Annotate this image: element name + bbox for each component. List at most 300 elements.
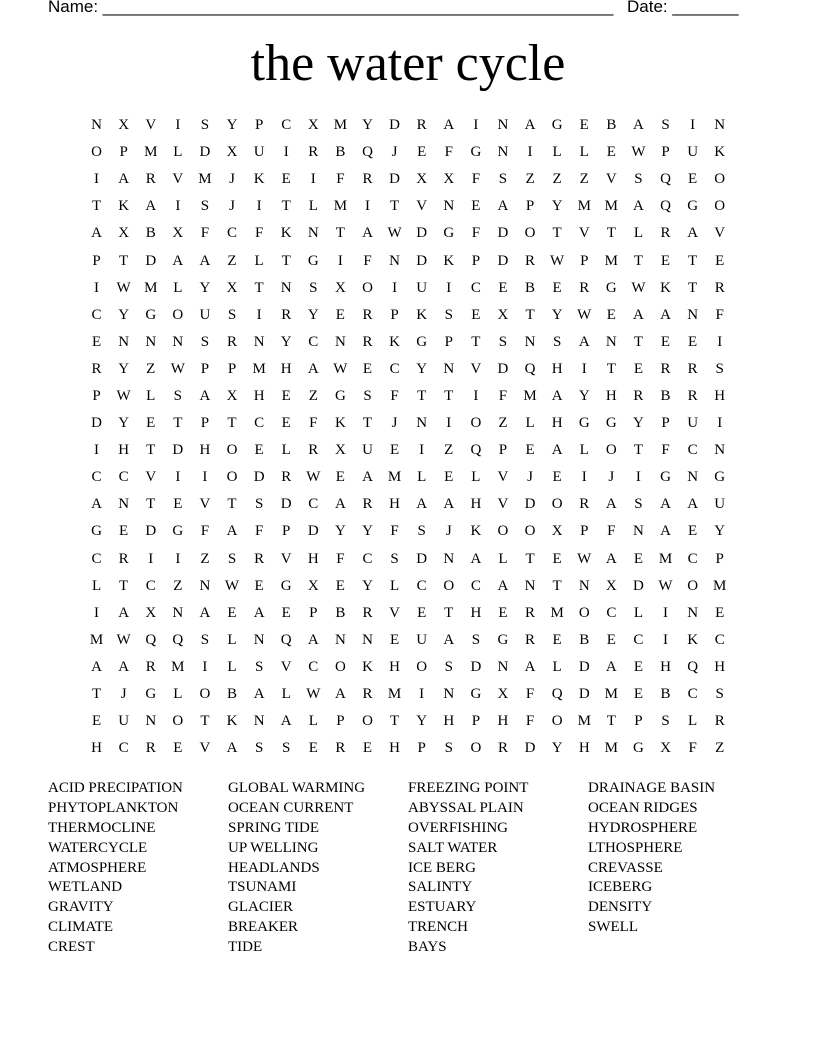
grid-letter: M (577, 713, 591, 730)
grid-letter: S (200, 333, 210, 350)
grid-letter: S (715, 686, 724, 703)
grid-letter: O (91, 144, 102, 161)
grid-letter: E (335, 469, 345, 486)
name-field[interactable]: Name: ______________________________________________________ (48, 0, 614, 16)
grid-letter: J (229, 198, 235, 215)
grid-letter: O (578, 604, 590, 621)
grid-letter: P (661, 144, 670, 161)
grid-letter: X (660, 740, 671, 757)
grid-letter: I (473, 387, 479, 404)
grid-letter: N (687, 604, 699, 621)
grid-letter: T (281, 198, 291, 215)
grid-letter: P (661, 415, 670, 432)
grid-letter: A (334, 496, 346, 513)
grid-letter: G (172, 523, 184, 540)
grid-letter: U (714, 496, 726, 513)
grid-letter: F (200, 225, 210, 242)
grid-letter: Z (200, 550, 210, 567)
grid-letter: K (443, 252, 455, 269)
grid-letter: T (227, 496, 237, 513)
grid-letter: S (282, 740, 291, 757)
grid-letter: P (471, 252, 481, 269)
grid-letter: Q (470, 442, 482, 459)
grid-letter: Y (226, 117, 238, 134)
grid-letter: T (119, 577, 129, 594)
grid-letter: L (417, 469, 427, 486)
grid-letter: R (145, 740, 156, 757)
grid-letter: N (443, 686, 455, 703)
grid-letter: K (687, 631, 699, 648)
grid-letter: E (362, 360, 373, 377)
grid-letter: T (389, 713, 400, 730)
word-list-item: LTHOSPHERE (588, 839, 683, 856)
grid-letter: A (253, 604, 265, 621)
grid-letter: N (199, 577, 211, 594)
grid-letter: I (175, 198, 181, 215)
grid-letter: A (497, 577, 509, 594)
word-list-item: ESTUARY (408, 899, 477, 916)
grid-letter: A (551, 442, 563, 459)
grid-letter: P (200, 415, 210, 432)
grid-letter: H (307, 550, 319, 567)
grid-letter: R (281, 306, 292, 323)
grid-letter: T (200, 713, 210, 730)
grid-letter: U (253, 144, 265, 161)
grid-letter: C (389, 360, 400, 377)
grid-letter: A (199, 387, 211, 404)
grid-letter: I (175, 117, 181, 134)
grid-letter: D (389, 117, 400, 134)
grid-letter: V (199, 496, 211, 513)
grid-letter: X (497, 306, 509, 323)
grid-letter: Z (525, 171, 535, 188)
grid-letter: I (690, 117, 696, 134)
grid-letter: M (333, 117, 348, 134)
grid-letter: X (307, 577, 319, 594)
grid-letter: N (253, 333, 265, 350)
grid-letter: H (578, 740, 590, 757)
grid-letter: S (417, 523, 426, 540)
grid-letter: N (118, 333, 130, 350)
grid-letter: G (660, 469, 671, 486)
grid-letter: L (579, 144, 589, 161)
word-list-item: HYDROSPHERE (588, 819, 698, 836)
word-list-item (588, 938, 768, 958)
grid-letter: C (91, 469, 102, 486)
grid-letter: D (524, 740, 536, 757)
grid-letter: H (714, 658, 726, 675)
grid-letter: E (281, 387, 291, 404)
grid-letter: I (310, 171, 316, 188)
grid-letter: F (363, 252, 372, 269)
grid-letter: I (202, 658, 208, 675)
grid-letter: T (254, 279, 264, 296)
grid-letter: O (605, 442, 617, 459)
grid-letter: G (91, 523, 102, 540)
grid-letter: B (660, 686, 671, 703)
grid-letter: A (280, 713, 292, 730)
grid-letter: O (470, 415, 482, 432)
grid-letter: L (173, 686, 183, 703)
grid-letter: Y (714, 523, 726, 540)
grid-letter: A (362, 225, 373, 242)
grid-letter: P (471, 713, 481, 730)
grid-letter: Y (551, 198, 563, 215)
grid-letter: L (579, 442, 589, 459)
grid-letter: L (227, 631, 237, 648)
grid-letter: A (118, 171, 130, 188)
grid-letter: E (227, 604, 237, 621)
grid-letter: A (91, 225, 102, 242)
grid-letter: M (523, 387, 537, 404)
grid-letter: X (605, 577, 617, 594)
grid-letter: R (687, 360, 698, 377)
grid-letter: F (336, 550, 345, 567)
grid-letter: S (552, 333, 562, 350)
word-list-item: ABYSSAL PLAIN (408, 799, 524, 816)
grid-letter: L (552, 144, 562, 161)
grid-letter: Z (227, 252, 237, 269)
grid-letter: I (175, 469, 181, 486)
page-title: the water cycle (250, 35, 566, 92)
grid-letter: L (91, 577, 102, 594)
grid-letter: D (280, 496, 292, 513)
grid-letter: T (444, 387, 454, 404)
grid-letter: W (333, 360, 348, 377)
grid-letter: F (200, 523, 210, 540)
grid-letter: E (715, 604, 725, 621)
grid-letter: G (470, 686, 482, 703)
grid-letter: W (387, 225, 402, 242)
grid-letter: R (281, 469, 292, 486)
grid-letter: I (283, 144, 289, 161)
grid-letter: S (254, 658, 264, 675)
grid-letter: T (633, 252, 643, 269)
grid-letter: S (444, 658, 453, 675)
grid-letter: M (387, 686, 402, 703)
grid-letter: P (336, 713, 345, 730)
grid-letter: T (471, 333, 481, 350)
grid-letter: O (362, 713, 373, 730)
grid-letter: L (281, 442, 291, 459)
grid-letter: E (471, 306, 481, 323)
grid-letter: E (688, 523, 698, 540)
grid-letter: X (307, 117, 319, 134)
grid-letter: B (579, 631, 590, 648)
word-list-item: SALT WATER (408, 839, 498, 856)
grid-letter: G (307, 252, 319, 269)
grid-letter: E (335, 577, 345, 594)
grid-letter: V (145, 117, 157, 134)
grid-letter: Q (687, 658, 699, 675)
grid-letter: R (118, 550, 129, 567)
grid-letter: B (227, 686, 238, 703)
grid-letter: F (525, 713, 535, 730)
grid-letter: S (254, 740, 264, 757)
grid-letter: P (92, 387, 101, 404)
grid-letter: E (606, 144, 616, 161)
grid-letter: N (524, 333, 536, 350)
grid-letter: E (444, 469, 454, 486)
grid-letter: S (363, 387, 372, 404)
grid-letter: C (606, 604, 617, 621)
grid-letter: P (282, 523, 291, 540)
grid-letter: C (118, 740, 129, 757)
word-list-item: WETLAND (48, 879, 123, 896)
grid-letter: C (118, 469, 129, 486)
grid-letter: Z (715, 740, 725, 757)
grid-letter: H (253, 387, 265, 404)
grid-letter: E (389, 631, 400, 648)
grid-letter: W (631, 279, 646, 296)
grid-letter: Q (145, 631, 157, 648)
word-list-item: ICEBERG (588, 879, 653, 896)
grid-letter: C (254, 415, 265, 432)
grid-letter: Q (660, 171, 671, 188)
grid-letter: N (497, 144, 509, 161)
word-list-item: SWELL (588, 919, 638, 936)
grid-letter: G (470, 144, 482, 161)
grid-letter: N (443, 550, 455, 567)
grid-letter: F (390, 523, 399, 540)
grid-letter: S (390, 550, 399, 567)
grid-letter: O (497, 523, 509, 540)
grid-letter: O (524, 225, 536, 242)
word-list-item: ACID PRECIPATION (48, 780, 183, 796)
grid-letter: V (389, 604, 400, 621)
grid-letter: R (497, 740, 508, 757)
word-list-item: GLACIER (228, 899, 293, 916)
grid-letter: A (334, 686, 346, 703)
grid-letter: A (660, 306, 671, 323)
grid-letter: H (389, 658, 400, 675)
grid-letter: S (715, 360, 724, 377)
grid-letter: W (658, 577, 673, 594)
grid-letter: X (497, 686, 509, 703)
grid-letter: T (119, 252, 129, 269)
grid-letter: L (525, 415, 535, 432)
grid-letter: S (471, 631, 481, 648)
grid-letter: L (498, 550, 508, 567)
grid-letter: D (497, 225, 509, 242)
grid-letter: P (580, 252, 589, 269)
grid-letter: G (578, 415, 590, 432)
word-list-item: HEADLANDS (228, 859, 320, 876)
grid-letter: V (280, 658, 292, 675)
grid-letter: D (524, 496, 536, 513)
grid-letter: E (552, 279, 562, 296)
grid-letter: T (552, 577, 562, 594)
grid-letter: N (172, 604, 184, 621)
grid-letter: D (497, 252, 509, 269)
grid-letter: E (173, 496, 183, 513)
grid-letter: U (362, 442, 373, 459)
grid-letter: H (497, 713, 509, 730)
grid-letter: E (688, 171, 698, 188)
grid-letter: O (226, 442, 238, 459)
grid-letter: N (605, 333, 617, 350)
grid-letter: N (334, 333, 346, 350)
grid-letter: Z (444, 442, 454, 459)
grid-letter: V (416, 198, 428, 215)
grid-letter: I (717, 333, 723, 350)
grid-letter: D (172, 442, 184, 459)
grid-letter: D (389, 171, 400, 188)
grid-letter: Q (551, 686, 563, 703)
word-list-item: ICE BERG (408, 859, 476, 876)
grid-letter: J (391, 144, 398, 161)
grid-letter: N (145, 713, 157, 730)
grid-letter: Y (118, 306, 130, 323)
grid-letter: E (362, 740, 373, 757)
grid-letter: E (579, 117, 589, 134)
grid-letter: K (118, 198, 130, 215)
grid-letter: Y (578, 387, 590, 404)
grid-letter: E (606, 306, 616, 323)
grid-letter: A (605, 658, 617, 675)
grid-letter: R (227, 333, 238, 350)
grid-letter: I (581, 360, 587, 377)
grid-letter: R (714, 713, 725, 730)
grid-letter: O (714, 198, 726, 215)
grid-letter: O (470, 740, 482, 757)
grid-letter: N (687, 469, 699, 486)
grid-letter: C (308, 496, 319, 513)
grid-letter: A (633, 198, 644, 215)
grid-letter: I (94, 604, 100, 621)
word-list-item: CREST (48, 939, 95, 956)
word-list-item: DRAINAGE BASIN (588, 780, 716, 796)
grid-letter: M (252, 360, 266, 377)
grid-letter: R (660, 225, 671, 242)
grid-letter: A (524, 117, 536, 134)
grid-letter: C (470, 279, 481, 296)
grid-letter: M (144, 144, 158, 161)
grid-letter: R (335, 740, 346, 757)
grid-letter: S (173, 387, 182, 404)
grid-letter: W (306, 469, 321, 486)
grid-letter: K (714, 144, 726, 161)
grid-letter: S (661, 713, 670, 730)
grid-letter: A (660, 523, 671, 540)
grid-letter: G (633, 740, 644, 757)
grid-letter: T (335, 225, 345, 242)
grid-letter: K (389, 333, 400, 350)
grid-letter: G (145, 306, 157, 323)
grid-letter: Y (416, 713, 428, 730)
grid-letter: S (200, 631, 210, 648)
grid-letter: H (470, 496, 482, 513)
grid-letter: E (688, 333, 698, 350)
grid-letter: I (94, 279, 100, 296)
grid-letter: E (91, 713, 102, 730)
grid-letter: M (713, 577, 727, 594)
grid-letter: S (309, 279, 318, 296)
grid-letter: A (226, 740, 238, 757)
grid-letter: X (334, 279, 346, 296)
grid-letter: O (226, 469, 238, 486)
grid-letter: H (199, 442, 211, 459)
grid-letter: D (199, 144, 211, 161)
grid-letter: W (116, 387, 131, 404)
grid-letter: L (173, 144, 183, 161)
grid-letter: Y (199, 279, 211, 296)
grid-letter: I (94, 442, 100, 459)
grid-letter: F (254, 523, 264, 540)
grid-letter: X (334, 442, 346, 459)
grid-letter: V (497, 469, 509, 486)
grid-letter: I (175, 550, 181, 567)
grid-letter: A (253, 686, 265, 703)
word-list-item: ATMOSPHERE (48, 859, 147, 876)
grid-letter: C (416, 577, 427, 594)
grid-letter: I (635, 469, 641, 486)
grid-letter: R (525, 252, 536, 269)
date-field[interactable]: Date: _______ (627, 0, 739, 16)
grid-letter: N (687, 306, 699, 323)
grid-letter: J (229, 171, 235, 188)
grid-letter: Y (334, 523, 346, 540)
grid-letter: N (443, 198, 455, 215)
grid-letter: C (227, 225, 238, 242)
grid-letter: X (118, 117, 130, 134)
grid-letter: D (416, 550, 428, 567)
grid-letter: D (633, 577, 644, 594)
grid-letter: J (445, 523, 452, 540)
grid-letter: A (687, 225, 699, 242)
grid-letter: L (146, 387, 156, 404)
grid-letter: E (254, 442, 264, 459)
grid-letter: A (497, 198, 509, 215)
grid-letter: I (202, 469, 208, 486)
grid-letter: R (308, 442, 319, 459)
grid-letter: O (172, 306, 184, 323)
grid-letter: G (416, 333, 428, 350)
grid-letter: V (578, 225, 590, 242)
grid-letter: A (470, 550, 482, 567)
word-list-item: PHYTOPLANKTON (48, 799, 179, 816)
word-list-item: DENSITY (588, 899, 653, 916)
grid-letter: K (660, 279, 671, 296)
grid-letter: H (714, 387, 726, 404)
grid-letter: O (551, 496, 563, 513)
header (48, 0, 748, 20)
grid-letter: U (118, 713, 130, 730)
grid-letter: O (551, 713, 563, 730)
grid-letter: E (281, 415, 291, 432)
grid-letter: J (608, 469, 615, 486)
grid-letter: Y (118, 360, 130, 377)
grid-letter: L (281, 686, 291, 703)
grid-letter: V (470, 360, 482, 377)
grid-letter: D (416, 252, 428, 269)
grid-letter: F (688, 740, 697, 757)
grid-letter: I (148, 550, 154, 567)
grid-letter: Q (362, 144, 373, 161)
grid-letter: J (120, 686, 127, 703)
grid-letter: P (119, 144, 128, 161)
grid-letter: T (417, 387, 427, 404)
grid-letter: G (551, 117, 563, 134)
grid-letter: A (362, 469, 373, 486)
grid-letter: U (416, 279, 428, 296)
grid-letter: E (633, 550, 643, 567)
grid-letter: P (444, 333, 453, 350)
word-list-item: OVERFISHING (408, 819, 509, 836)
grid-letter: D (145, 252, 157, 269)
grid-letter: A (578, 333, 590, 350)
grid-letter: A (91, 496, 102, 513)
